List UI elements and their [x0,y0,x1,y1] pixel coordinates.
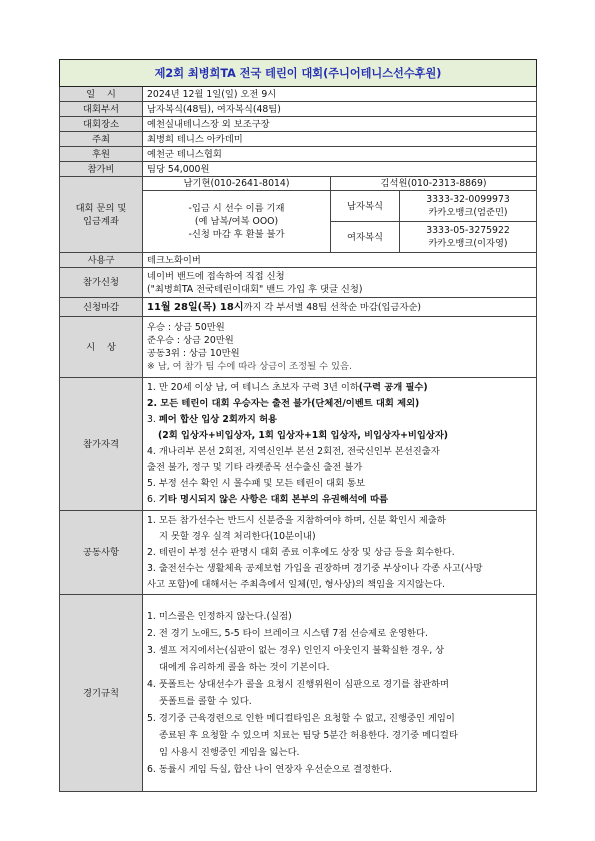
rule-4-line-a: 4. 풋폴트는 상대선수가 콜을 요청시 진행위원이 심판으로 경기를 참관하며 [147,679,449,690]
payment-notes [143,191,331,253]
row-date [60,87,537,102]
info-table [59,59,537,792]
common-1-line-a: 1. 모든 참가선수는 반드시 신분증을 지참하여야 하며, 신분 확인시 제출하 [147,514,446,526]
prize-1st: 우승 : 상금 50만원 [147,322,225,333]
value-host: 최병희 테니스 아카데미 [143,132,537,147]
eligibility-4a: 4. 개나리부 본선 2회전, 지역신인부 본선 2회전, 전국신인부 본선진출자 [147,446,440,457]
row-contact-heads [60,177,537,191]
row-prize [60,317,537,378]
apply-line-2: ("최병희TA 전국테린이대회" 밴드 가입 후 댓글 신청) [147,283,363,295]
row-sponsor [60,147,537,162]
value-rules [143,595,537,792]
common-3-line-b: 사고 포함)에 대해서는 주최측에서 일체(민, 형사상)의 책임을 지지않는다. [147,578,445,590]
eligibility-5: 5. 부정 선수 확인 시 몰수패 및 모든 테린이 대회 통보 [147,478,366,489]
eligibility-4b: 출전 불가, 정구 및 기타 라켓종목 선수출신 출전 불가 [147,462,363,473]
row-venue [60,117,537,132]
label-eligibility: 참가자격 [60,378,143,511]
payment-note-3: -신청 마감 후 환불 불가 [188,229,285,240]
label-ball: 사용구 [60,253,143,268]
value-deadline [143,298,537,317]
rule-5-line-c: 임 사용시 진행중인 게임을 잃는다. [159,747,300,758]
women-account-bank: 카카오뱅크(이자영) [428,238,508,249]
label-date: 일 시 [60,87,143,102]
rule-4-line-b: 풋폴트를 콜할 수 있다. [159,696,252,707]
common-2: 2. 테린이 부정 선수 판명시 대회 종료 이후에도 상장 및 상금 등을 회수한다. [147,546,455,558]
label-deadline: 신청마감 [60,298,143,317]
label-contact-line1: 대회 문의 및 [75,202,127,214]
women-doubles-label: 여자복식 [331,222,400,253]
row-host [60,132,537,147]
label-rules: 경기규칙 [60,595,143,792]
rule-3-line-a: 3. 셀프 저지에서는(심판이 없는 경우) 인인지 아웃인지 불확실한 경우, 상 [147,645,445,656]
rule-3-line-b: 대에게 유리하게 콜을 하는 것이 기본이다. [159,662,330,673]
eligibility-1-text: 1. 만 20세 이상 남, 여 테니스 초보자 구력 3년 이하 [147,382,359,393]
eligibility-6 [147,492,534,508]
value-venue: 예천실내테니스장 외 보조구장 [143,117,537,132]
row-division [60,102,537,117]
row-common [60,511,537,595]
men-account [400,191,537,222]
deadline-date: 11월 28일(목) 18시 [147,301,244,313]
payment-note-2: (예 남복/여복 OOO) [194,216,279,227]
prize-note: ※ 남, 여 참가 팀 수에 따라 상금이 조정될 수 있음. [147,361,352,372]
contact-person-2: 김석원(010-2313-8869) [331,177,537,191]
row-ball [60,253,537,268]
value-eligibility [143,378,537,511]
prize-2nd: 준우승 : 상금 20만원 [147,335,234,346]
eligibility-1 [147,380,534,396]
label-apply: 참가신청 [60,268,143,298]
value-apply [143,268,537,298]
value-date: 2024년 12월 1일(일) 오전 9시 [143,87,537,102]
tournament-info-sheet [59,59,536,792]
rule-1: 1. 미스콜은 인정하지 않는다.(실점) [147,611,292,622]
row-apply [60,268,537,298]
value-sponsor: 예천군 테니스협회 [143,147,537,162]
label-contact-line2: 입금계좌 [83,215,119,227]
eligibility-2: 2. 모든 테린이 대회 우승자는 출전 불가(단체전/이벤트 대회 제외) [147,398,420,409]
value-prize [143,317,537,378]
common-3-line-a: 3. 출전선수는 생활체육 공제보험 가입을 권장하며 경기중 부상이나 각종 사고(사망 [147,562,483,574]
eligibility-6-bold: 기타 명시되지 않은 사항은 대회 본부의 유권해석에 따름 [158,494,389,505]
prize-3rd: 공동3위 : 상금 10만원 [147,348,240,359]
eligibility-1-bold: (구력 공개 필수) [358,382,428,393]
deadline-detail: 까지 각 부서별 48팀 선착순 마감(입금자순) [243,301,422,313]
rule-5 [147,710,534,761]
eligibility-6-num: 6. [147,494,159,505]
men-account-bank: 카카오뱅크(엄준민) [428,207,508,218]
apply-line-1: 네이버 밴드에 접속하여 직접 신청 [147,270,285,282]
payment-note-1: -입금 시 선수 이름 기재 [188,203,285,214]
label-host: 주최 [60,132,143,147]
rule-6: 6. 동률시 게임 득실, 합산 나이 연장자 우선순으로 결정한다. [147,764,392,775]
row-fee [60,162,537,177]
label-sponsor: 후원 [60,147,143,162]
rule-4 [147,676,534,710]
rule-5-line-b: 종료된 후 요청할 수 있으며 치료는 팀당 5분간 허용한다. 경기중 메디컬타 [159,730,458,741]
label-division: 대회부서 [60,102,143,117]
women-account [400,222,537,253]
eligibility-3 [147,412,534,428]
contact-person-1: 남기현(010-2641-8014) [143,177,331,191]
rule-3 [147,642,534,676]
page-title: 제2회 최병희TA 전국 테린이 대회(주니어테니스선수후원) [60,60,537,87]
value-common [143,511,537,595]
label-prize: 시 상 [60,317,143,378]
common-1-line-b: 지 못할 경우 실격 처리한다(10분이내) [159,530,316,542]
row-rules [60,595,537,792]
eligibility-3-num: 3. [147,414,159,425]
row-deadline [60,298,537,317]
label-venue: 대회장소 [60,117,143,132]
common-3 [147,561,534,593]
label-common: 공동사항 [60,511,143,595]
label-contact [60,177,143,253]
value-ball: 테크노화이버 [143,253,537,268]
common-1 [147,513,534,545]
label-fee: 참가비 [60,162,143,177]
row-eligibility [60,378,537,511]
eligibility-3-detail: (2회 입상자+비입상자, 1회 입상자+1회 입상자, 비입상자+비입상자) [158,430,449,441]
men-doubles-label: 남자복식 [331,191,400,222]
men-account-number: 3333-32-0099973 [426,194,510,205]
value-division: 남자복식(48팀), 여자복식(48팀) [143,102,537,117]
rule-2: 2. 전 경기 노애드, 5-5 타이 브레이크 시스템 7점 선승제로 운영한다. [147,628,428,639]
eligibility-3-bold: 페어 합산 입상 2회까지 허용 [158,414,278,425]
women-account-number: 3333-05-3275922 [426,225,510,236]
value-fee: 팀당 54,000원 [143,162,537,177]
rule-5-line-a: 5. 경기중 근육경련으로 인한 메디컬타임은 요청할 수 없고, 진행중인 게임이 [147,713,455,724]
